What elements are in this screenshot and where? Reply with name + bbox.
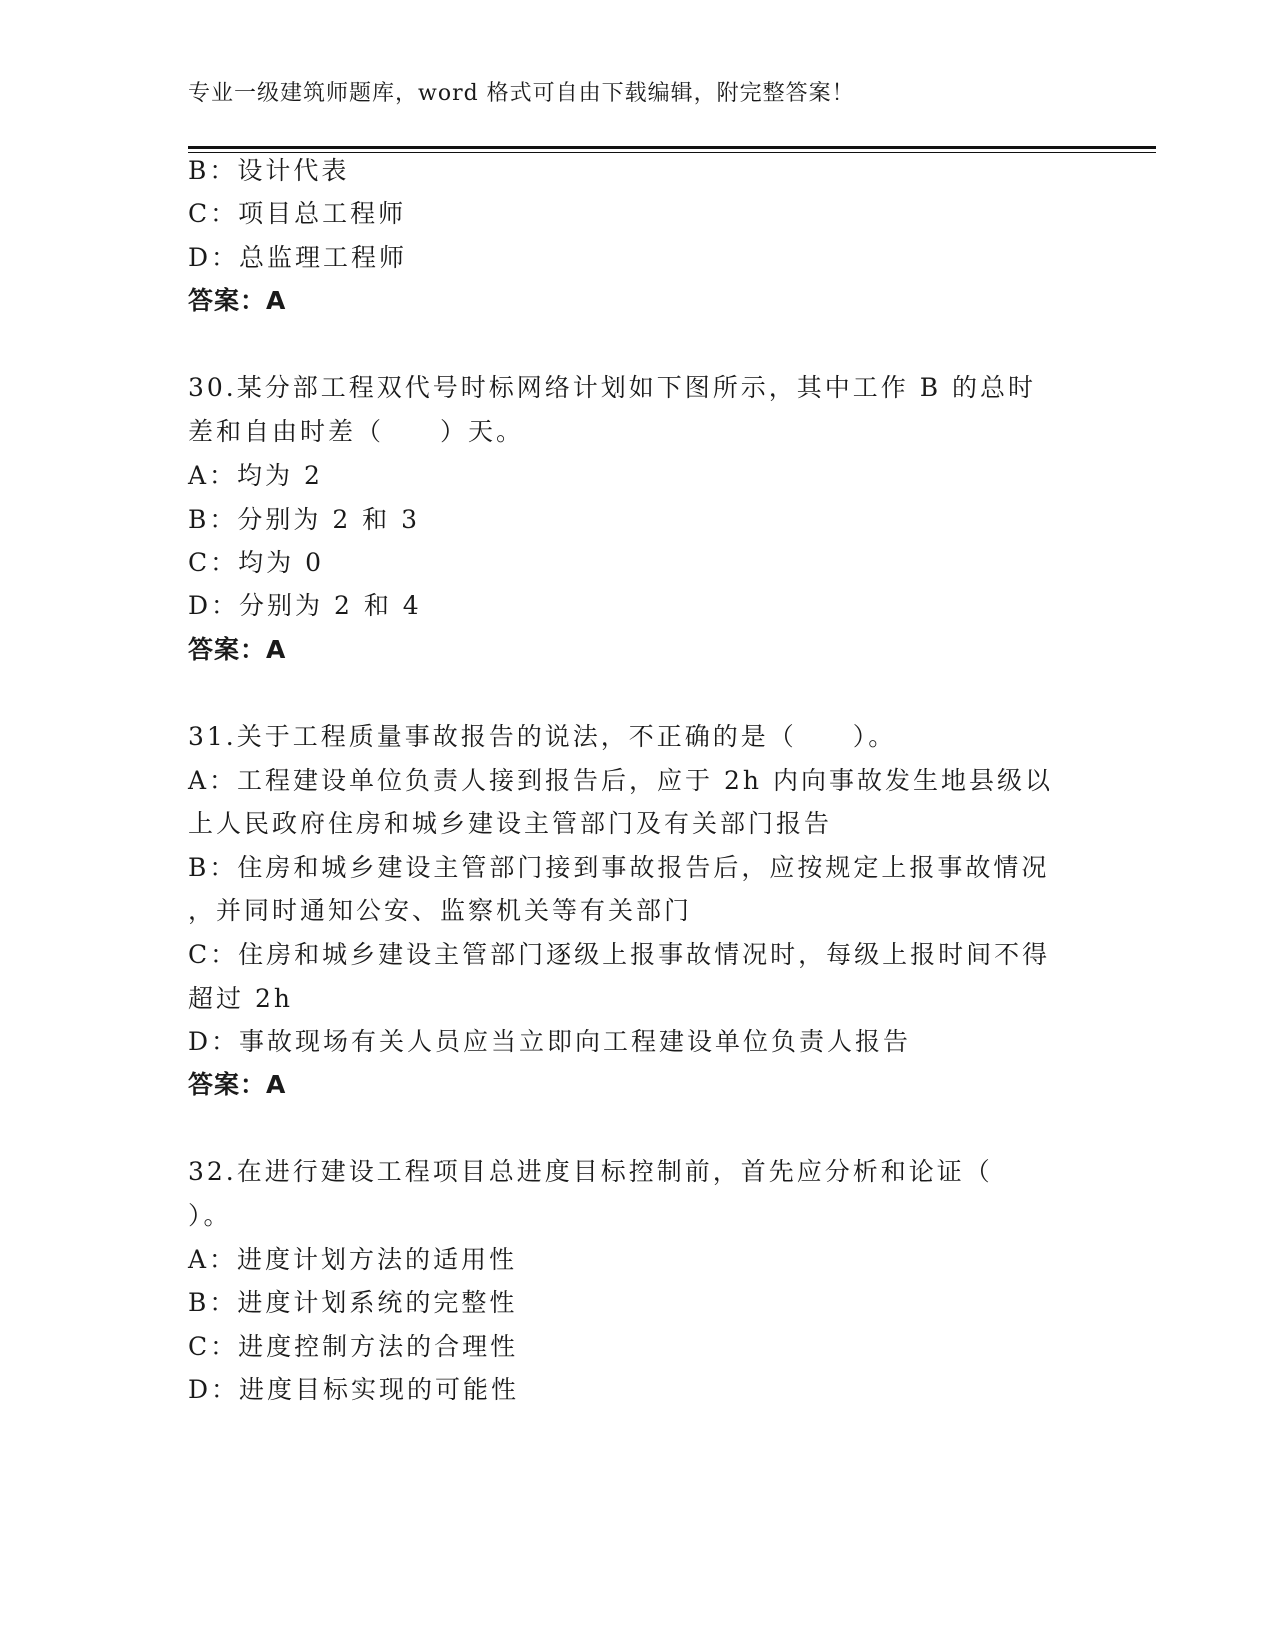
q31-answer: 答案：A bbox=[188, 1070, 287, 1099]
q31-option-b-line2: ，并同时通知公安、监察机关等有关部门 bbox=[188, 896, 693, 925]
q31-option-c-line2: 超过 2h bbox=[188, 984, 293, 1013]
q32-stem-line2: ）。 bbox=[188, 1201, 232, 1230]
q31-option-a-line2: 上人民政府住房和城乡建设主管部门及有关部门报告 bbox=[188, 809, 833, 838]
q30-option-b: B：分别为 2 和 3 bbox=[188, 505, 421, 534]
q30-stem-line1: 30.某分部工程双代号时标网络计划如下图所示，其中工作 B 的总时 bbox=[188, 373, 1037, 402]
q29-option-c: C：项目总工程师 bbox=[188, 199, 407, 228]
q29-option-b: B：设计代表 bbox=[188, 156, 350, 185]
header-rule-thin bbox=[188, 152, 1156, 153]
q29-answer: 答案：A bbox=[188, 286, 287, 315]
q31-option-a-line1: A：工程建设单位负责人接到报告后，应于 2h 内向事故发生地县级以 bbox=[188, 766, 1053, 795]
q31-option-c-line1: C：住房和城乡建设主管部门逐级上报事故情况时，每级上报时间不得 bbox=[188, 940, 1051, 969]
q29-option-d: D：总监理工程师 bbox=[188, 243, 408, 272]
q30-answer: 答案：A bbox=[188, 635, 287, 664]
q32-option-c: C：进度控制方法的合理性 bbox=[188, 1332, 519, 1361]
page-header: 专业一级建筑师题库，word 格式可自由下载编辑，附完整答案！ bbox=[188, 81, 855, 106]
q30-option-a: A：均为 2 bbox=[188, 461, 323, 490]
q30-option-c: C：均为 0 bbox=[188, 548, 324, 577]
q31-option-b-line1: B：住房和城乡建设主管部门接到事故报告后，应按规定上报事故情况 bbox=[188, 853, 1050, 882]
q32-stem-line1: 32.在进行建设工程项目总进度目标控制前，首先应分析和论证（ bbox=[188, 1157, 993, 1186]
q31-option-d: D：事故现场有关人员应当立即向工程建设单位负责人报告 bbox=[188, 1027, 912, 1056]
q32-option-d: D：进度目标实现的可能性 bbox=[188, 1375, 520, 1404]
q32-option-a: A：进度计划方法的适用性 bbox=[188, 1245, 518, 1274]
q31-stem-line1: 31.关于工程质量事故报告的说法，不正确的是（ ）。 bbox=[188, 722, 897, 751]
q32-option-b: B：进度计划系统的完整性 bbox=[188, 1288, 518, 1317]
q30-stem-line2: 差和自由时差（ ）天。 bbox=[188, 417, 525, 446]
q30-option-d: D：分别为 2 和 4 bbox=[188, 591, 422, 620]
header-rule-thick bbox=[188, 146, 1156, 149]
